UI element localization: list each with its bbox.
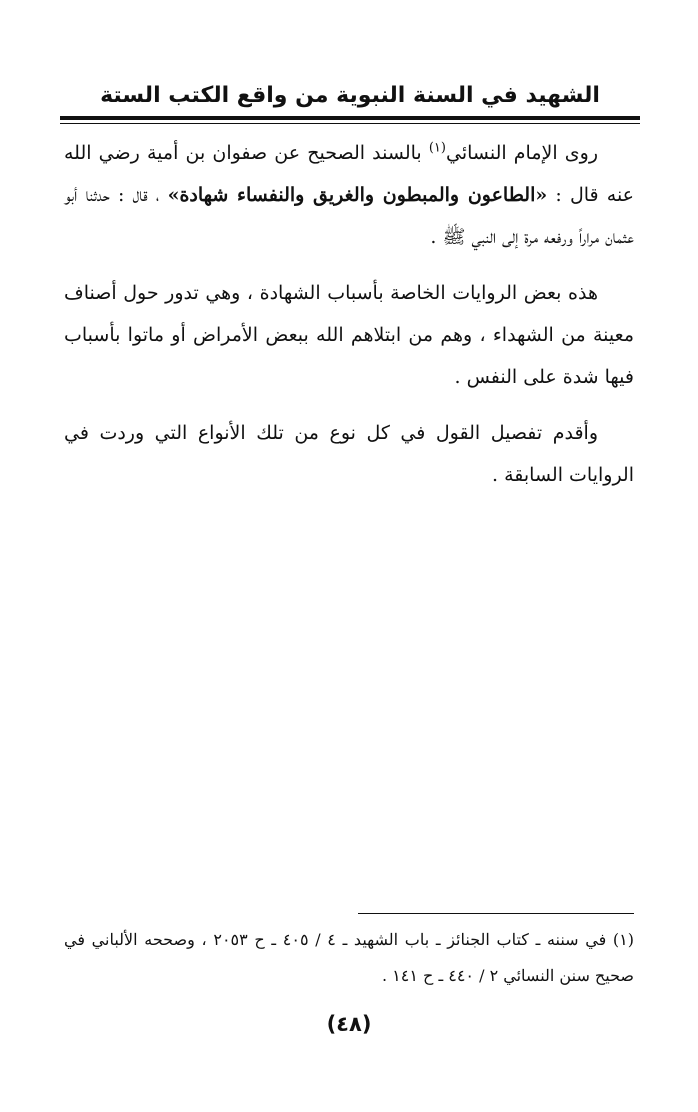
paragraph-1	[64, 132, 634, 258]
footnote-reference: (١)	[428, 140, 446, 156]
header-rule-thin	[60, 123, 640, 124]
page-header-title: الشهيد في السنة النبوية من واقع الكتب الستة	[100, 83, 600, 108]
paragraph-2: هذه بعض الروايات الخاصة بأسباب الشهادة ، وهي تدور حول أصناف معينة من الشهداء ، وهم من ابتلاهم الله ببعض الأمراض أو ماتوا بأسباب فيها شدة على النفس .	[64, 282, 634, 388]
footnote-separator	[358, 913, 634, 914]
hadith-quote: «الطاعون والمبطون والغريق والنفساء شهادة»	[167, 184, 548, 206]
page-number: (٤٨)	[326, 1012, 372, 1036]
footnote-text: (١) في سننه ـ كتاب الجنائز ـ باب الشهيد ـ ٤ / ٤٠٥ ـ ح ٢٠٥٣ ، وصححه الألباني في صحيح سنن النسائي ٢ / ٤٤٠ ـ ح ١٤١ .	[64, 930, 635, 985]
footnote	[64, 922, 634, 994]
paragraph-1-end: ، قال : حدثنا أبو عثمان مراراً ورفعه مرة إلى النبي ﷺ .	[64, 184, 634, 248]
header-rule-thick	[60, 116, 640, 120]
main-text	[64, 132, 634, 510]
paragraph-1-chain: بالسند الصحيح عن صفوان بن أمية رضي الله عنه قال :	[64, 142, 635, 206]
paragraph-1-intro: روى الإمام النسائي	[445, 142, 598, 164]
paragraph-3: وأقدم تفصيل القول في كل نوع من تلك الأنواع التي وردت في الروايات السابقة .	[64, 422, 634, 486]
